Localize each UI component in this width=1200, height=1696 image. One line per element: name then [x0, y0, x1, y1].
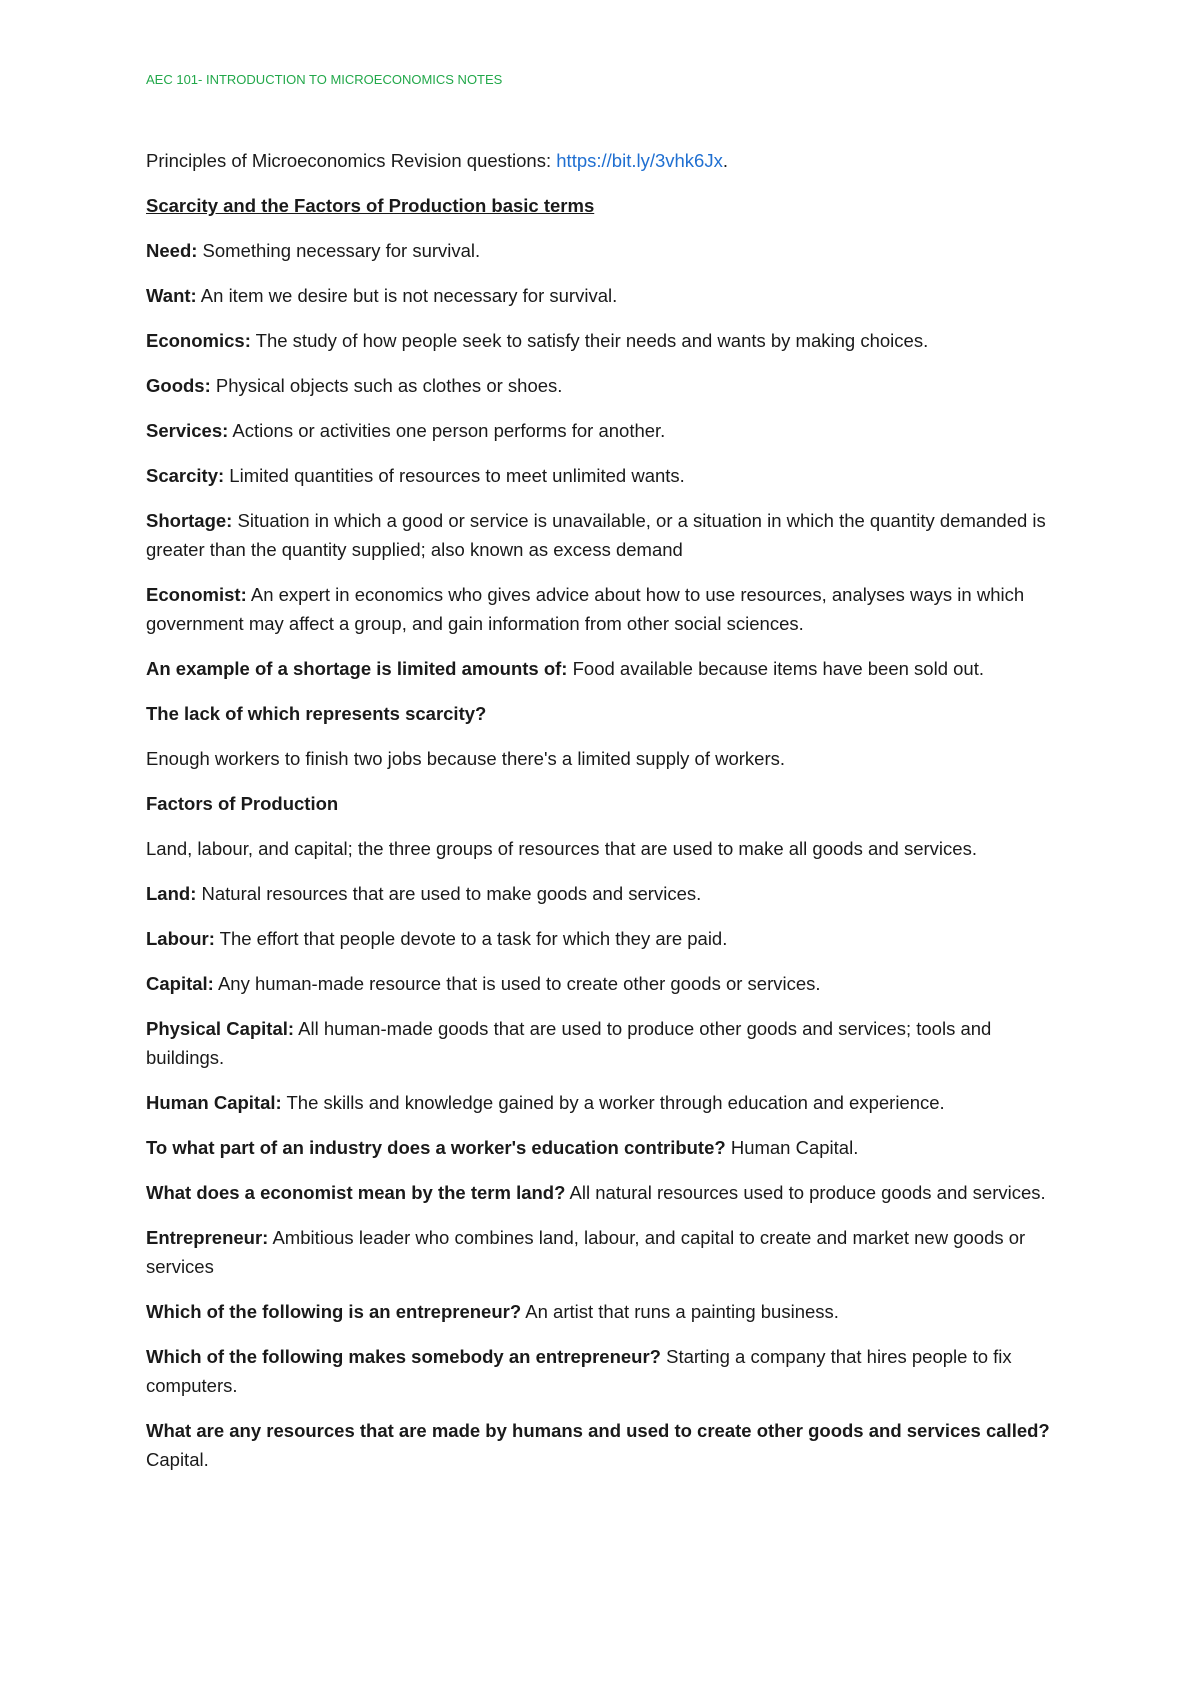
definition-text: An artist that runs a painting business.	[521, 1301, 839, 1322]
definition-term: Which of the following makes somebody an entrepreneur?	[146, 1346, 661, 1367]
definition-text: An item we desire but is not necessary for survival.	[196, 285, 618, 306]
definition-paragraph	[146, 461, 1066, 490]
definition-term: Scarcity:	[146, 465, 225, 486]
definition-text: Human Capital.	[725, 1137, 859, 1158]
definition-paragraph	[146, 879, 1066, 908]
definition-paragraph	[146, 1178, 1066, 1207]
definition-text: Starting a company that hires people to fix computers.	[146, 1346, 1017, 1396]
definition-term: An example of a shortage is limited amounts of:	[146, 658, 568, 679]
definition-term: Capital:	[146, 973, 214, 994]
definition-term: Which of the following is an entrepreneur?	[146, 1301, 522, 1322]
definition-term: What does a economist mean by the term land?	[146, 1182, 566, 1203]
definition-term: Need:	[146, 240, 198, 261]
definition-text: All natural resources used to produce goods and services.	[565, 1182, 1046, 1203]
definition-text: All human-made goods that are used to produce other goods and services; tools and buildings.	[146, 1018, 997, 1068]
document-body	[146, 146, 1066, 1490]
definition-text: Food available because items have been sold out.	[567, 658, 984, 679]
page-header: AEC 101- INTRODUCTION TO MICROECONOMICS NOTES	[146, 72, 503, 87]
definition-paragraph	[146, 969, 1066, 998]
definition-term: To what part of an industry does a worker's education contribute?	[146, 1137, 726, 1158]
definition-paragraph	[146, 1342, 1066, 1400]
definition-text: Situation in which a good or service is unavailable, or a situation in which the quantity demanded is greater than the quantity supplied; also known as excess demand	[146, 510, 1051, 560]
definition-paragraph	[146, 1133, 1066, 1162]
definition-text: Limited quantities of resources to meet unlimited wants.	[224, 465, 685, 486]
definition-term: What are any resources that are made by humans and used to create other goods and services called?	[146, 1420, 1050, 1441]
definition-paragraph	[146, 371, 1066, 400]
definition-term: Services:	[146, 420, 229, 441]
definition-text: The skills and knowledge gained by a worker through education and experience.	[281, 1092, 945, 1113]
definition-text: Something necessary for survival.	[197, 240, 481, 261]
definition-paragraph	[146, 924, 1066, 953]
definition-term: The lack of which represents scarcity?	[146, 703, 487, 724]
definition-term: Shortage:	[146, 510, 233, 531]
definition-paragraph	[146, 580, 1066, 638]
definition-term: Goods:	[146, 375, 211, 396]
definition-paragraph	[146, 654, 1066, 683]
definition-paragraph	[146, 1088, 1066, 1117]
definition-text: Actions or activities one person performs for another.	[228, 420, 666, 441]
definition-text: Natural resources that are used to make goods and services.	[196, 883, 702, 904]
definition-paragraph	[146, 699, 1066, 728]
definition-text: Any human-made resource that is used to create other goods or services.	[213, 973, 821, 994]
definition-term: Want:	[146, 285, 197, 306]
definition-text: An expert in economics who gives advice about how to use resources, analyses ways in which government may affect a group, and gain information from other social sciences.	[146, 584, 1030, 634]
definition-term: Labour:	[146, 928, 215, 949]
definition-text: Physical objects such as clothes or shoes.	[210, 375, 563, 396]
definition-text: Enough workers to finish two jobs because there's a limited supply of workers.	[146, 748, 786, 769]
intro-text: Principles of Microeconomics Revision questions:	[146, 150, 557, 171]
definition-paragraph	[146, 1297, 1066, 1326]
definition-text: Ambitious leader who combines land, labour, and capital to create and market new goods or services	[146, 1227, 1031, 1277]
definition-text: The study of how people seek to satisfy their needs and wants by making choices.	[250, 330, 929, 351]
definition-paragraph	[146, 1014, 1066, 1072]
intro-after: .	[722, 150, 728, 171]
definition-term: Factors of Production	[146, 793, 339, 814]
definition-paragraph	[146, 281, 1066, 310]
definition-paragraph	[146, 744, 1066, 773]
definition-text: Capital.	[146, 1420, 1055, 1470]
definition-term: Land:	[146, 883, 197, 904]
definition-paragraph	[146, 236, 1066, 265]
definition-paragraph	[146, 506, 1066, 564]
definition-term: Physical Capital:	[146, 1018, 295, 1039]
revision-link[interactable]: https://bit.ly/3vhk6Jx	[556, 150, 723, 171]
definition-paragraph	[146, 1223, 1066, 1281]
definition-term: Economist:	[146, 584, 247, 605]
definition-term: Economics:	[146, 330, 251, 351]
definition-paragraph	[146, 789, 1066, 818]
intro-paragraph	[146, 146, 1066, 175]
definition-text: Land, labour, and capital; the three groups of resources that are used to make all goods and services.	[146, 838, 977, 859]
definition-list	[146, 236, 1066, 1474]
definition-term: Human Capital:	[146, 1092, 282, 1113]
definition-paragraph	[146, 326, 1066, 355]
definition-text: The effort that people devote to a task for which they are paid.	[214, 928, 728, 949]
section-heading-paragraph	[146, 191, 1066, 220]
definition-paragraph	[146, 416, 1066, 445]
definition-paragraph	[146, 834, 1066, 863]
definition-term: Entrepreneur:	[146, 1227, 269, 1248]
definition-paragraph	[146, 1416, 1066, 1474]
section-heading: Scarcity and the Factors of Production basic terms	[146, 195, 595, 216]
